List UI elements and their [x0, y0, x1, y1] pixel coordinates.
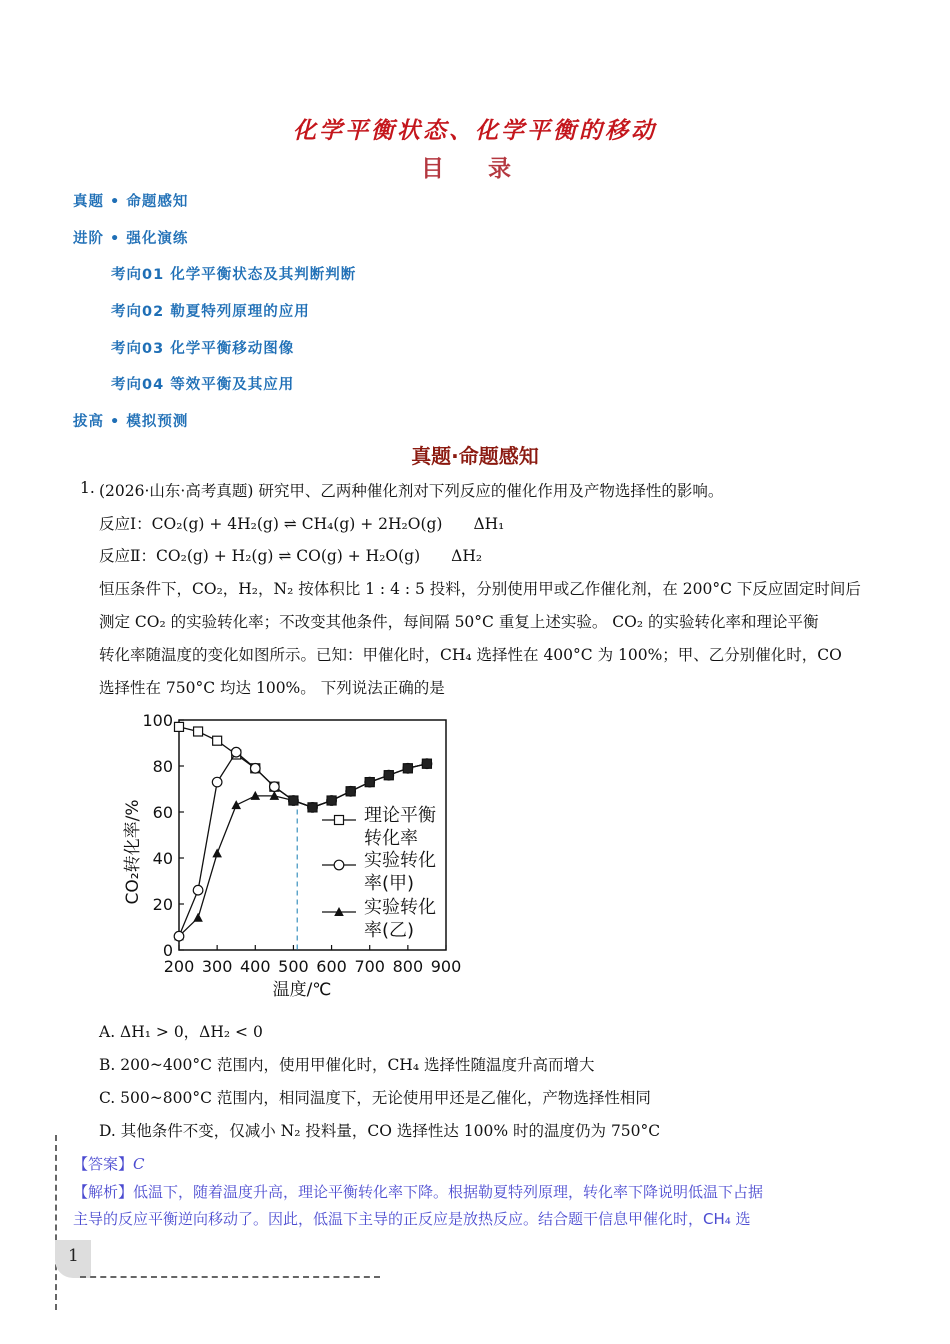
- answer-label: 【答案】: [73, 1155, 134, 1173]
- section-heading: 真题·命题感知: [411, 444, 539, 468]
- question-body-line-4: 选择性在 750°C 均达 100%。 下列说法正确的是: [99, 679, 445, 697]
- overlap-point: [384, 771, 393, 780]
- legend-label: 理论平衡: [364, 805, 436, 826]
- overlap-point: [403, 764, 412, 773]
- page-number: 1: [68, 1246, 79, 1266]
- overlap-point: [308, 803, 317, 812]
- data-point-circle: [193, 885, 203, 895]
- document-title: 化学平衡状态、化学平衡的移动: [293, 118, 657, 144]
- legend-label: 率(甲): [364, 873, 415, 894]
- answer-value: C: [133, 1155, 145, 1173]
- y-tick-label: 20: [152, 895, 173, 914]
- y-tick-label: 60: [152, 803, 173, 822]
- x-tick-label: 400: [240, 957, 271, 976]
- toc-item-topic-01[interactable]: 考向01 化学平衡状态及其判断判断: [111, 267, 357, 283]
- toc-title: 目 录: [420, 156, 529, 182]
- data-point-triangle: [212, 848, 222, 857]
- toc-item-advanced[interactable]: 进阶 • 强化演练: [73, 231, 189, 247]
- question-source: (2026·山东·高考真题) 研究甲、乙两种催化剂对下列反应的催化作用及产物选择性的影响。: [99, 482, 724, 500]
- toc-item-simulation[interactable]: 拔高 • 模拟预测: [73, 414, 189, 430]
- page-decoration-vertical: [55, 1135, 57, 1310]
- x-tick-label: 800: [392, 957, 424, 976]
- legend-label: 率(乙): [364, 920, 415, 941]
- x-tick-label: 200: [163, 957, 195, 976]
- answer-line: [73, 1153, 145, 1174]
- question-body-line-3: 转化率随温度的变化如图所示。已知：甲催化时，CH₄ 选择性在 400°C 为 100%；甲、乙分别催化时，CO: [99, 646, 842, 664]
- data-point-square: [335, 816, 344, 825]
- conversion-chart: [100, 705, 500, 1005]
- overlap-point: [327, 796, 336, 805]
- x-tick-label: 900: [430, 957, 462, 976]
- overlap-point: [346, 787, 355, 796]
- data-point-circle: [231, 747, 241, 757]
- y-tick-label: 80: [152, 757, 173, 776]
- y-tick-label: 40: [152, 849, 173, 868]
- data-point-circle: [212, 777, 222, 787]
- reaction-1: 反应Ⅰ：CO₂(g) + 4H₂(g) ⇌ CH₄(g) + 2H₂O(g) ΔH₁: [99, 515, 505, 533]
- x-tick-label: 300: [201, 957, 233, 976]
- page-decoration-horizontal: [80, 1276, 380, 1278]
- legend-label: 实验转化: [364, 850, 436, 871]
- overlap-markers: [289, 759, 431, 812]
- question-body-line-1: 恒压条件下，CO₂，H₂，N₂ 按体积比 1 : 4 : 5 投料，分别使用甲或乙作催化剂，在 200°C 下反应固定时间后: [99, 580, 861, 598]
- x-axis-label: 温度/℃: [272, 980, 332, 1000]
- data-point-circle: [250, 764, 260, 774]
- overlap-point: [365, 778, 374, 787]
- toc-item-topic-02[interactable]: 考向02 勒夏特列原理的应用: [111, 304, 310, 320]
- analysis-line-1: 【解析】低温下，随着温度升高，理论平衡转化率下降。根据勒夏特列原理，转化率下降说明低温下占据: [73, 1183, 764, 1201]
- option-d[interactable]: D. 其他条件不变，仅减小 N₂ 投料量，CO 选择性达 100% 时的温度仍为 750°C: [99, 1122, 661, 1140]
- question-number: 1.: [80, 479, 95, 497]
- data-point-triangle: [231, 800, 241, 809]
- toc-item-real-exam[interactable]: 真题 • 命题感知: [73, 194, 189, 210]
- x-tick-label: 600: [316, 957, 347, 976]
- data-point-square: [175, 722, 184, 731]
- series-square: [175, 722, 432, 812]
- y-tick-label: 0: [162, 941, 173, 960]
- analysis-line-2: 主导的反应平衡逆向移动了。因此，低温下主导的正反应是放热反应。结合题干信息甲催化时，CH₄ 选: [73, 1210, 751, 1228]
- option-a[interactable]: A. ΔH₁ > 0，ΔH₂ < 0: [99, 1023, 263, 1041]
- data-point-square: [213, 736, 222, 745]
- y-axis-label: CO₂转化率/%: [123, 799, 143, 905]
- toc-item-topic-04[interactable]: 考向04 等效平衡及其应用: [111, 377, 295, 393]
- data-point-circle: [334, 860, 344, 870]
- data-point-circle: [174, 931, 184, 941]
- data-point-triangle: [193, 913, 203, 922]
- toc-item-topic-03[interactable]: 考向03 化学平衡移动图像: [111, 341, 295, 357]
- legend-label: 转化率: [364, 828, 418, 849]
- data-point-square: [194, 727, 203, 736]
- legend-label: 实验转化: [364, 897, 436, 918]
- reaction-2: 反应Ⅱ：CO₂(g) + H₂(g) ⇌ CO(g) + H₂O(g) ΔH₂: [99, 547, 483, 565]
- overlap-point: [289, 796, 298, 805]
- chart-legend: [322, 805, 436, 941]
- x-tick-label: 700: [354, 957, 385, 976]
- option-c[interactable]: C. 500~800°C 范围内，相同温度下，无论使用甲还是乙催化，产物选择性相同: [99, 1089, 651, 1107]
- data-point-circle: [270, 782, 280, 792]
- y-tick-label: 100: [142, 711, 173, 730]
- question-body-line-2: 测定 CO₂ 的实验转化率；不改变其他条件，每间隔 50°C 重复上述实验。 CO₂ 的实验转化率和理论平衡: [99, 613, 819, 631]
- option-b[interactable]: B. 200~400°C 范围内，使用甲催化时，CH₄ 选择性随温度升高而增大: [99, 1056, 595, 1074]
- x-tick-label: 500: [278, 957, 309, 976]
- overlap-point: [422, 759, 431, 768]
